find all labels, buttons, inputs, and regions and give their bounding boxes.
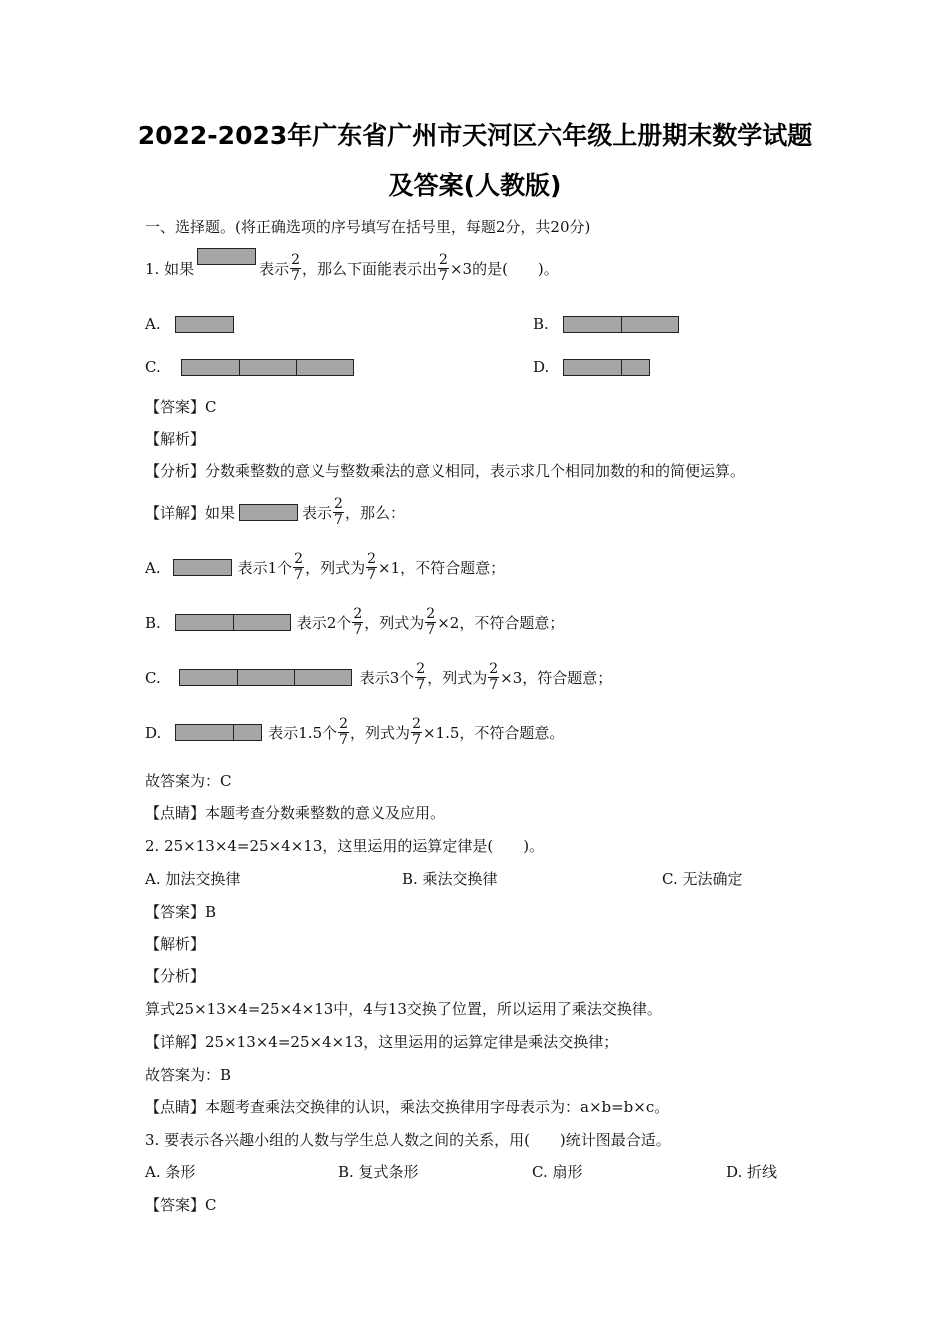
bar-3-units [179, 669, 352, 686]
bar-segment [176, 317, 233, 332]
fraction-denominator: 7 [353, 622, 363, 638]
q1-detail-b [145, 607, 564, 638]
q1-detail-c [145, 662, 612, 693]
fraction-2-7 [352, 607, 363, 638]
fraction-2-7 [415, 662, 426, 693]
fraction-denominator: 7 [426, 622, 436, 638]
fraction-2-7 [333, 497, 344, 528]
detail-mid: ，列式为 [427, 669, 488, 687]
fraction-numerator: 2 [294, 551, 304, 567]
q3-option-b: B. 复式条形 [338, 1163, 419, 1181]
option-label: A. [145, 315, 161, 333]
q1-mid: 表示 [259, 260, 290, 278]
fraction-numerator: 2 [489, 661, 499, 677]
detail-label: A. [145, 558, 161, 577]
bar-segment [233, 615, 290, 630]
detail-pre: 表示2个 [296, 614, 352, 632]
q1-stem [145, 253, 559, 284]
q1-option-d [533, 358, 650, 376]
q1-xiangjie [145, 497, 405, 528]
q1-prefix: 1. 如果 [145, 260, 195, 278]
bar-half-segment [233, 725, 261, 740]
bar-segment [174, 560, 231, 575]
fraction-denominator: 7 [334, 512, 343, 528]
detail-mid: ，列式为 [350, 724, 411, 742]
q1-fenxi: 【分析】分数乘整数的意义与整数乘法的意义相同，表示求几个相同加数的和的简便运算。 [145, 462, 746, 480]
fraction-numerator: 2 [334, 496, 343, 512]
fraction-denominator: 7 [416, 677, 426, 693]
q1-option-c [145, 358, 354, 376]
q1-tail: ×3的是( )。 [449, 260, 559, 278]
q3-stem: 3. 要表示各兴趣小组的人数与学生总人数之间的关系，用( )统计图最合适。 [145, 1131, 671, 1149]
option-label: D. [533, 358, 550, 376]
q3-answer: 【答案】C [145, 1196, 217, 1214]
bar-segment [198, 249, 255, 264]
option-label: C. [145, 358, 161, 376]
bar-segment [296, 360, 353, 375]
detail-label: C. [145, 668, 161, 687]
bar-unit [239, 504, 298, 521]
q1-after: ，那么下面能表示出 [302, 260, 438, 278]
title-line-1: 2022-2023年广东省广州市天河区六年级上册期末数学试题 [137, 121, 813, 150]
bar-2-units [563, 316, 679, 333]
q1-answer: 【答案】C [145, 398, 217, 416]
bar-half-segment [621, 360, 649, 375]
fraction-2-7 [488, 662, 499, 693]
fraction-denominator: 7 [367, 567, 377, 583]
detail-mid: ，列式为 [364, 614, 425, 632]
q2-option-b: B. 乘法交换律 [402, 870, 498, 888]
q2-stem: 2. 25×13×4=25×4×13，这里运用的运算定律是( )。 [145, 837, 545, 855]
q2-option-c: C. 无法确定 [662, 870, 743, 888]
bar-segment [294, 670, 351, 685]
fraction-2-7 [290, 253, 301, 284]
bar-1-5-units [563, 359, 650, 376]
q1-option-a [145, 315, 234, 333]
fraction-2-7 [293, 552, 304, 583]
detail-post: ×1，不符合题意； [378, 559, 506, 577]
detail-label: D. [145, 723, 162, 742]
bar-segment [176, 615, 233, 630]
xiangjie-mid: 表示 [302, 504, 333, 522]
q1-dianjing: 【点睛】本题考查分数乘整数的意义及应用。 [145, 804, 446, 822]
fraction-numerator: 2 [412, 716, 421, 732]
fraction-numerator: 2 [291, 252, 301, 268]
bar-3-units [181, 359, 354, 376]
fraction-2-7 [438, 253, 449, 284]
xiangjie-tail: ，那么： [344, 504, 405, 522]
fraction-2-7 [366, 552, 377, 583]
detail-mid: ，列式为 [305, 559, 366, 577]
fraction-denominator: 7 [439, 268, 448, 284]
fraction-2-7 [425, 607, 436, 638]
bar-segment [239, 360, 296, 375]
q2-fenxi: 【分析】 [145, 967, 206, 985]
bar-segment [621, 317, 678, 332]
fraction-denominator: 7 [291, 268, 301, 284]
fraction-numerator: 2 [426, 606, 436, 622]
bar-1-unit [173, 559, 232, 576]
fraction-denominator: 7 [412, 732, 421, 748]
q3-option-c: C. 扇形 [532, 1163, 583, 1181]
fraction-numerator: 2 [416, 661, 426, 677]
fraction-2-7 [411, 717, 422, 748]
bar-segment [240, 505, 297, 520]
bar-1-unit [175, 316, 234, 333]
q2-option-a: A. 加法交换律 [145, 870, 241, 888]
q1-detail-a [145, 552, 505, 583]
xiangjie-prefix: 【详解】如果 [145, 504, 236, 522]
q3-option-a: A. 条形 [145, 1163, 196, 1181]
bar-segment [176, 725, 233, 740]
detail-pre: 表示1.5个 [268, 724, 338, 742]
bar-1-5-units [175, 724, 262, 741]
fraction-numerator: 2 [353, 606, 363, 622]
detail-post: ×3，符合题意； [500, 669, 613, 687]
q2-fenxi-text: 算式25×13×4=25×4×13中，4与13交换了位置，所以运用了乘法交换律。 [145, 1000, 662, 1018]
bar-unit [197, 248, 256, 265]
detail-label: B. [145, 613, 161, 632]
fraction-numerator: 2 [439, 252, 448, 268]
bar-segment [182, 360, 239, 375]
q1-jiexi: 【解析】 [145, 430, 206, 448]
fraction-denominator: 7 [489, 677, 499, 693]
q1-detail-d [145, 717, 564, 748]
bar-segment [237, 670, 294, 685]
detail-pre: 表示3个 [359, 669, 415, 687]
q1-final: 故答案为：C [145, 772, 232, 790]
q2-jiexi: 【解析】 [145, 935, 206, 953]
q2-dianjing: 【点睛】本题考查乘法交换律的认识，乘法交换律用字母表示为：a×b=b×c。 [145, 1098, 670, 1116]
title-line-2: 及答案(人教版) [388, 171, 562, 200]
detail-post: ×1.5，不符合题意。 [422, 724, 565, 742]
q3-option-d: D. 折线 [726, 1163, 778, 1181]
bar-segment [564, 317, 621, 332]
fraction-numerator: 2 [367, 551, 377, 567]
detail-post: ×2，不符合题意； [437, 614, 565, 632]
q2-answer: 【答案】B [145, 903, 217, 921]
fraction-denominator: 7 [339, 732, 349, 748]
option-label: B. [533, 315, 549, 333]
bar-segment [180, 670, 237, 685]
q1-option-b [533, 315, 679, 333]
q2-xiangjie: 【详解】25×13×4=25×4×13，这里运用的运算定律是乘法交换律； [145, 1033, 619, 1051]
fraction-denominator: 7 [294, 567, 304, 583]
section-heading: 一、选择题。(将正确选项的序号填写在括号里，每题2分，共20分) [145, 218, 591, 236]
bar-2-units [175, 614, 291, 631]
q2-final: 故答案为：B [145, 1066, 232, 1084]
detail-pre: 表示1个 [237, 559, 293, 577]
fraction-numerator: 2 [339, 716, 349, 732]
bar-segment [564, 360, 621, 375]
fraction-2-7 [338, 717, 349, 748]
